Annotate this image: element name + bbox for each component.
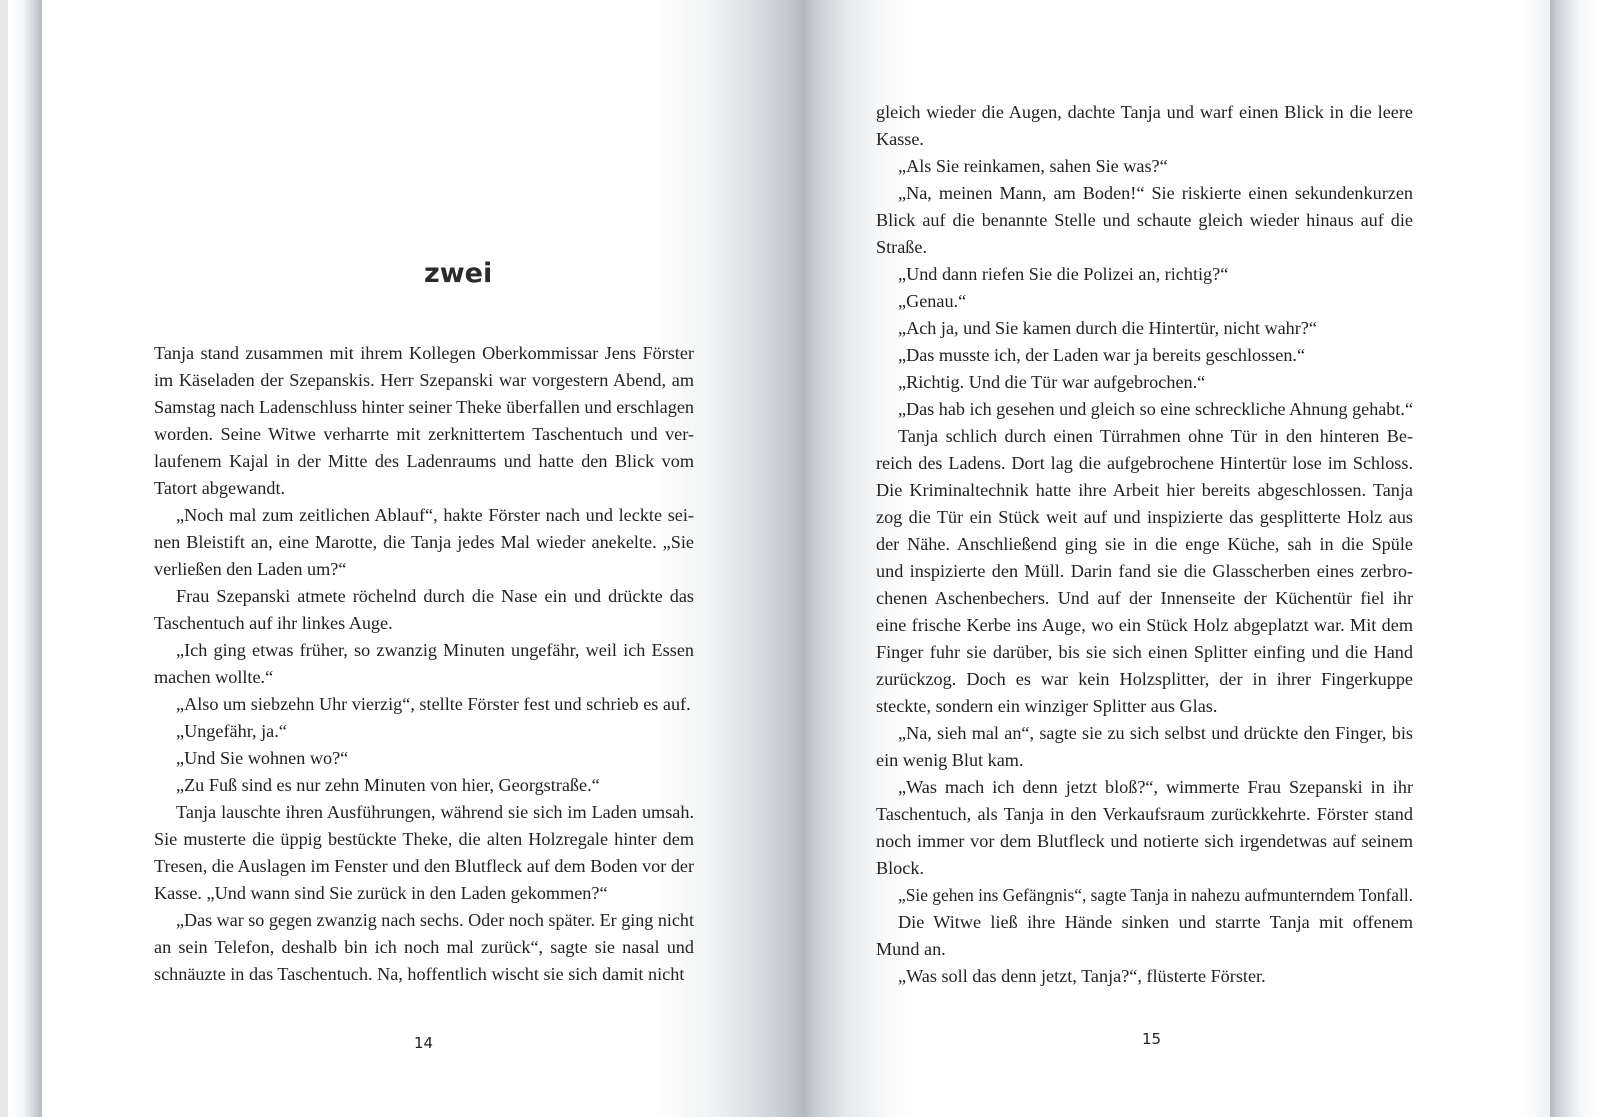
page-number-left: 14 bbox=[414, 1034, 434, 1052]
text-line: „Das musste ich, der Laden war ja bereits geschlossen.“ bbox=[898, 345, 1306, 365]
text-line: der Nähe. Anschließend ging sie in die enge Küche, sah in die Spüle bbox=[876, 534, 1413, 554]
text-line: „Und dann riefen Sie die Polizei an, richtig?“ bbox=[898, 264, 1229, 284]
text-line: Tanja schlich durch einen Türrahmen ohne Tür in den hinteren Be- bbox=[898, 426, 1413, 446]
text-line: und inspizierte den Müll. Darin fand sie die Glasscherben eines zerbro- bbox=[876, 561, 1413, 581]
text-line: schnäuzte in das Taschentuch. Na, hoffentlich wischt sie sich damit nicht bbox=[154, 964, 685, 984]
text-line: machen wollte.“ bbox=[154, 667, 274, 687]
right-page-text bbox=[876, 99, 1413, 990]
text-line: „Und Sie wohnen wo?“ bbox=[176, 748, 349, 768]
right-page-stack-edge bbox=[1550, 0, 1600, 1117]
text-line: Tanja stand zusammen mit ihrem Kollegen Oberkommissar Jens Förster bbox=[154, 343, 694, 363]
text-line: an sein Telefon, deshalb bin ich noch mal zurück“, sagte sie nasal und bbox=[154, 937, 694, 957]
text-line: ein wenig Blut kam. bbox=[876, 750, 1024, 770]
text-line: „Also um siebzehn Uhr vierzig“, stellte Förster fest und schrieb es auf. bbox=[176, 694, 691, 714]
text-line: Sie musterte die üppig bestückte Theke, die alten Holzregale hinter dem bbox=[154, 829, 694, 849]
text-line: „Das hab ich gesehen und gleich so eine schreckliche Ahnung gehabt.“ bbox=[898, 399, 1413, 419]
text-line: Frau Szepanski atmete röchelnd durch die Nase ein und drückte das bbox=[176, 586, 694, 606]
text-line: „Na, meinen Mann, am Boden!“ Sie riskierte einen sekundenkurzen bbox=[898, 183, 1413, 203]
text-line: Samstag nach Ladenschluss hinter seiner Theke überfallen und erschlagen bbox=[154, 397, 694, 417]
text-line: Tresen, die Auslagen im Fenster und den Blutfleck auf dem Boden vor der bbox=[154, 856, 694, 876]
text-line: „Zu Fuß sind es nur zehn Minuten von hier, Georgstraße.“ bbox=[176, 775, 600, 795]
text-line: Kasse. „Und wann sind Sie zurück in den Laden gekommen?“ bbox=[154, 883, 608, 903]
text-line: steckte, sondern ein winziger Splitter aus Glas. bbox=[876, 696, 1218, 716]
text-line: „Na, sieh mal an“, sagte sie zu sich selbst und drückte den Finger, bis bbox=[898, 723, 1413, 743]
text-line: Tatort abgewandt. bbox=[154, 478, 286, 498]
text-line: „Noch mal zum zeitlichen Ablauf“, hakte Förster nach und leckte sei- bbox=[176, 505, 694, 525]
text-line: „Ungefähr, ja.“ bbox=[176, 721, 287, 741]
text-line: Tanja lauschte ihren Ausführungen, während sie sich im Laden umsah. bbox=[176, 802, 694, 822]
text-line: Taschentuch auf ihr linkes Auge. bbox=[154, 613, 393, 633]
text-line: im Käseladen der Szepanskis. Herr Szepanski war vorgestern Abend, am bbox=[154, 370, 694, 390]
text-line: zog die Tür ein Stück weit auf und inspizierte das gesplitterte Holz aus bbox=[876, 507, 1413, 527]
text-line: reich des Ladens. Dort lag die aufgebrochene Hintertür lose im Schloss. bbox=[876, 453, 1413, 473]
right-page bbox=[802, 0, 1550, 1117]
text-line: gleich wieder die Augen, dachte Tanja und warf einen Blick in die leere bbox=[876, 102, 1413, 122]
text-line: „Was soll das denn jetzt, Tanja?“, flüsterte Förster. bbox=[898, 966, 1266, 986]
chapter-title: zwei bbox=[424, 258, 493, 289]
text-line: „Was mach ich denn jetzt bloß?“, wimmerte Frau Szepanski in ihr bbox=[898, 777, 1413, 797]
left-page-stack-edge bbox=[8, 0, 42, 1117]
text-line: Blick auf die benannte Stelle und schaute gleich wieder hinaus auf die bbox=[876, 210, 1413, 230]
text-line: „Das war so gegen zwanzig nach sechs. Oder noch später. Er ging nicht bbox=[176, 910, 694, 930]
text-line: „Als Sie reinkamen, sahen Sie was?“ bbox=[898, 156, 1168, 176]
text-line: zurückzog. Doch es war kein Holzsplitter, der in ihrer Fingerkuppe bbox=[876, 669, 1413, 689]
text-line: Die Witwe ließ ihre Hände sinken und starrte Tanja mit offenem bbox=[898, 912, 1413, 932]
text-line: noch immer vor dem Blutfleck und notierte sich irgendetwas auf seinem bbox=[876, 831, 1413, 851]
text-line: „Richtig. Und die Tür war aufgebrochen.“ bbox=[898, 372, 1206, 392]
text-line: Straße. bbox=[876, 237, 928, 257]
text-line: Die Kriminaltechnik hatte ihre Arbeit hier bereits abgeschlossen. Tanja bbox=[876, 480, 1413, 500]
text-line: „Sie gehen ins Gefängnis“, sagte Tanja in nahezu aufmunterndem Tonfall. bbox=[898, 885, 1413, 905]
text-line: Block. bbox=[876, 858, 924, 878]
text-line: eine frische Kerbe ins Auge, wo ein Stück Holz abgeplatzt war. Mit dem bbox=[876, 615, 1413, 635]
text-line: „Genau.“ bbox=[898, 291, 967, 311]
text-line: Taschentuch, als Tanja in den Verkaufsraum zurückkehrte. Förster stand bbox=[876, 804, 1413, 824]
text-line: nen Bleistift an, eine Marotte, die Tanja jedes Mal wieder anekelte. „Sie bbox=[154, 532, 694, 552]
text-line: chenen Aschenbechers. Und auf der Innenseite der Küchentür fiel ihr bbox=[876, 588, 1413, 608]
text-line: Kasse. bbox=[876, 129, 924, 149]
left-page-text bbox=[154, 340, 694, 988]
text-line: laufenem Kajal in der Mitte des Ladenraums und hatte den Blick vom bbox=[154, 451, 694, 471]
left-page bbox=[42, 0, 802, 1117]
page-number-right: 15 bbox=[1142, 1030, 1162, 1048]
text-line: „Ach ja, und Sie kamen durch die Hintertür, nicht wahr?“ bbox=[898, 318, 1317, 338]
text-line: verließen den Laden um?“ bbox=[154, 559, 347, 579]
text-line: Mund an. bbox=[876, 939, 946, 959]
text-line: worden. Seine Witwe verharrte mit zerknittertem Taschentuch und ver- bbox=[154, 424, 694, 444]
text-line: „Ich ging etwas früher, so zwanzig Minuten ungefähr, weil ich Essen bbox=[176, 640, 694, 660]
text-line: Finger fuhr sie darüber, bis sie sich einen Splitter einfing und die Hand bbox=[876, 642, 1413, 662]
